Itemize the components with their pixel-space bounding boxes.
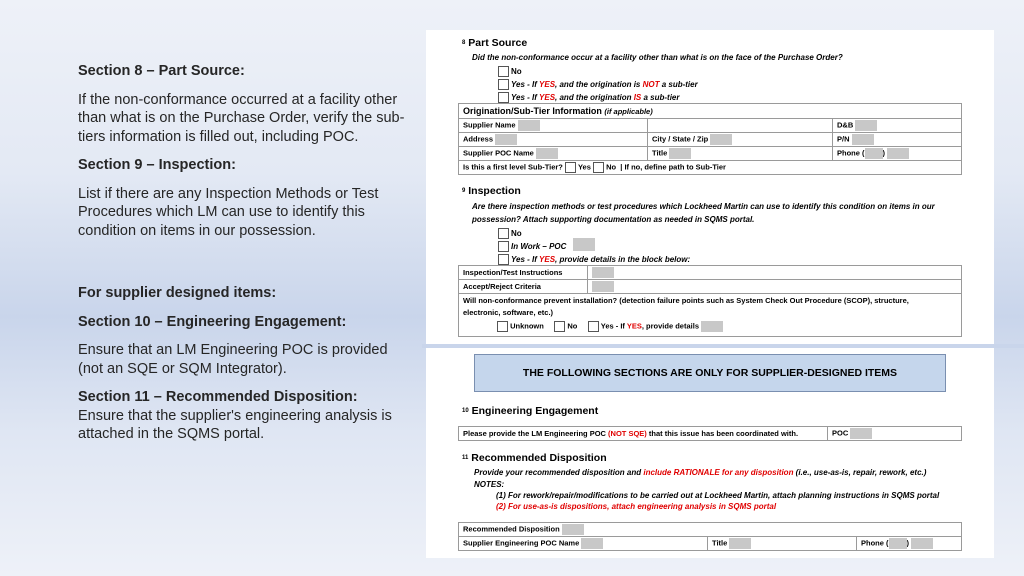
form-sections-10-11 bbox=[426, 348, 994, 558]
engineering-poc-field[interactable] bbox=[850, 428, 872, 439]
section8-heading: Section 8 – Part Source: bbox=[78, 63, 245, 79]
address-cell: Address bbox=[459, 133, 648, 147]
inspection-no-checkbox[interactable] bbox=[498, 228, 509, 239]
inspection-table bbox=[458, 265, 962, 337]
inspection-instr-value bbox=[588, 266, 962, 280]
title-field[interactable] bbox=[669, 148, 691, 159]
first-level-row: Is this a first level Sub-Tier? Yes No | If no, define path to Sub-Tier bbox=[459, 161, 962, 175]
pn-field[interactable] bbox=[852, 134, 874, 145]
part-source-no-checkbox[interactable] bbox=[498, 66, 509, 77]
pn-cell: P/N bbox=[833, 133, 962, 147]
inspection-no-label: No bbox=[511, 229, 522, 238]
engineering-table bbox=[458, 426, 962, 441]
in-work-poc-field[interactable] bbox=[573, 238, 595, 251]
eng-title-cell: Title bbox=[708, 537, 857, 551]
part-source-yes-not-label: Yes - If YES, and the origination is NOT a sub-tier bbox=[511, 80, 698, 89]
phone-area-field[interactable] bbox=[865, 148, 883, 159]
prevent-installation-q1: Will non-conformance prevent installation? (detection failure points such as System Check Out Procedure (SCOP), structure, bbox=[463, 296, 909, 305]
city-cell: City / State / Zip bbox=[648, 133, 833, 147]
inspection-in-work-checkbox[interactable] bbox=[498, 241, 509, 252]
inspection-in-work-label: In Work – POC bbox=[511, 242, 567, 251]
section11-block bbox=[78, 388, 408, 444]
supplier-designed-banner: THE FOLLOWING SECTIONS ARE ONLY FOR SUPPLIER-DESIGNED ITEMS bbox=[474, 354, 946, 392]
recommended-disposition-title: $^{11}$ Recommended Disposition bbox=[462, 452, 607, 464]
engineering-poc-request: Please provide the LM Engineering POC (NOT SQE) that this issue has been coordinated with. bbox=[459, 427, 828, 441]
section10-heading: Section 10 – Engineering Engagement: bbox=[78, 313, 347, 330]
left-text-panel bbox=[78, 62, 408, 444]
eng-poc-name-cell: Supplier Engineering POC Name bbox=[459, 537, 708, 551]
section11-heading: Section 11 – Recommended Disposition: bbox=[78, 389, 358, 405]
title-cell: Title bbox=[648, 147, 833, 161]
form-sections-8-9 bbox=[426, 30, 994, 344]
unknown-checkbox[interactable] bbox=[497, 321, 508, 332]
supplier-name-field[interactable] bbox=[518, 120, 540, 131]
accept-reject-label: Accept/Reject Criteria bbox=[459, 280, 588, 294]
inspection-yes-label: Yes - If YES, provide details in the block below: bbox=[511, 255, 691, 264]
disposition-table bbox=[458, 522, 962, 551]
prevent-installation-q2: electronic, software, etc.) bbox=[463, 308, 554, 317]
section10-body: Ensure that an LM Engineering POC is provided (not an SQE or SQM Integrator). bbox=[78, 342, 388, 377]
inspection-question-2: possession? Attach supporting documentation as needed in SQMS portal. bbox=[472, 215, 755, 224]
origination-header: Origination/Sub-Tier Information (if applicable) bbox=[459, 104, 962, 119]
poc-name-field[interactable] bbox=[536, 148, 558, 159]
eng-poc-name-field[interactable] bbox=[581, 538, 603, 549]
prevent-yes-checkbox[interactable] bbox=[588, 321, 599, 332]
eng-phone-area-field[interactable] bbox=[889, 538, 907, 549]
origination-table bbox=[458, 103, 962, 175]
inspection-yes-checkbox[interactable] bbox=[498, 254, 509, 265]
part-source-yes-not-checkbox[interactable] bbox=[498, 79, 509, 90]
section9-body: List if there are any Inspection Methods or Test Procedures which LM can use to identify this condition on items in our possession. bbox=[78, 185, 379, 239]
supplier-name-cell: Supplier Name bbox=[459, 119, 648, 133]
accept-reject-value bbox=[588, 280, 962, 294]
inspection-instr-label: Inspection/Test Instructions bbox=[459, 266, 588, 280]
part-source-yes-is-label: Yes - If YES, and the origination IS a sub-tier bbox=[511, 93, 680, 102]
dnb-field[interactable] bbox=[855, 120, 877, 131]
prevent-installation-options: Unknown No Yes - If YES, provide details bbox=[463, 321, 957, 332]
part-source-question: Did the non-conformance occur at a facility other than what is on the face of the Purchase Order? bbox=[472, 53, 843, 62]
prevent-details-field[interactable] bbox=[701, 321, 723, 332]
accept-reject-field[interactable] bbox=[592, 281, 614, 292]
engineering-poc-cell: POC bbox=[828, 427, 962, 441]
engineering-engagement-title: $^{10}$ Engineering Engagement bbox=[462, 405, 599, 417]
eng-phone-number-field[interactable] bbox=[911, 538, 933, 549]
part-source-yes-is-checkbox[interactable] bbox=[498, 92, 509, 103]
supplier-designed-heading: For supplier designed items: bbox=[78, 285, 277, 301]
prevent-no-checkbox[interactable] bbox=[554, 321, 565, 332]
section9-heading: Section 9 – Inspection: bbox=[78, 157, 236, 173]
section8-body: If the non-conformance occurred at a facility other than what is on the Purchase Order, verify the sub-tiers information is filled out, including POC. bbox=[78, 91, 405, 145]
inspection-instr-field[interactable] bbox=[592, 267, 614, 278]
poc-name-cell: Supplier POC Name bbox=[459, 147, 648, 161]
section11-body: Ensure that the supplier's engineering analysis is attached in the SQMS portal. bbox=[78, 407, 392, 442]
part-source-no-label: No bbox=[511, 67, 522, 76]
recommended-disposition-field[interactable] bbox=[562, 524, 584, 535]
inspection-title: $^9$ Inspection bbox=[462, 185, 521, 197]
eng-title-field[interactable] bbox=[729, 538, 751, 549]
first-level-yes-checkbox[interactable] bbox=[565, 162, 576, 173]
inspection-question-1: Are there inspection methods or test procedures which Lockheed Martin can use to identify this condition on items in our bbox=[472, 202, 935, 211]
address-field[interactable] bbox=[495, 134, 517, 145]
prevent-installation-cell bbox=[459, 294, 962, 337]
phone-cell: Phone ( ) bbox=[833, 147, 962, 161]
city-field[interactable] bbox=[710, 134, 732, 145]
note-2: (2) For use-as-is dispositions, attach engineering analysis in SQMS portal bbox=[496, 502, 777, 511]
first-level-no-checkbox[interactable] bbox=[593, 162, 604, 173]
disposition-instructions: Provide your recommended disposition and include RATIONALE for any disposition (i.e., use-as-is, repair, rework, etc.) bbox=[474, 468, 927, 477]
notes-label: NOTES: bbox=[474, 480, 505, 489]
note-1: (1) For rework/repair/modifications to be carried out at Lockheed Martin, attach planning instructions in SQMS portal bbox=[496, 491, 940, 500]
dnb-cell: D&B bbox=[833, 119, 962, 133]
part-source-title: $^8$ Part Source bbox=[462, 37, 528, 49]
eng-phone-cell: Phone ( ) bbox=[857, 537, 962, 551]
phone-number-field[interactable] bbox=[887, 148, 909, 159]
recommended-disposition-cell: Recommended Disposition bbox=[459, 523, 962, 537]
